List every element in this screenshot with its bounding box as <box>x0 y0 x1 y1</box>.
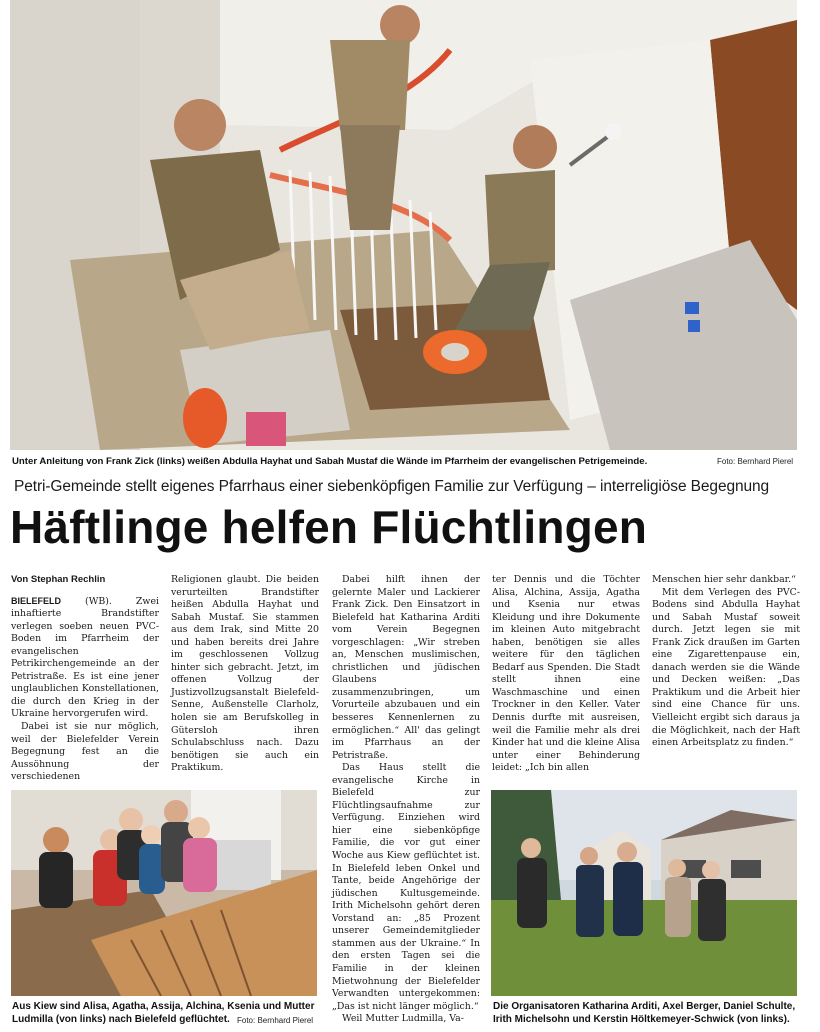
byline: Von Stephan Rechlin <box>11 574 106 585</box>
article-column-4 <box>492 574 640 775</box>
article-paragraph: Dabei hilft ihnen der gelernte Maler und Lackierer Frank Zick. Den Einsatzort in Bielefeld hat Katharina Arditi vom Verein Begegnen vorgeschlagen: „Wir streben an, Menschen muslimischen, christlichen und jüdischen Glaubens zusammenzubringen, um Vorurteile abzubauen und ein besseres Kennenlernen zu ermöglichen.“ All' das gelingt im Pfarrhaus an der Petristraße. <box>332 574 480 761</box>
right-photo-caption: Die Organisatoren Katharina Arditi, Axel Berger, Daniel Schulte, Irith Michelsohn und Kerstin Höltkemeyer-Schwick (von links). <box>493 1001 796 1025</box>
dateline-source: (WB). <box>61 595 112 607</box>
left-photo-caption: Aus Kiew sind Alisa, Agatha, Assija, Alchina, Ksenia und Mutter Ludmilla (von links) nach Bielefeld geflüchtet. <box>12 1001 315 1025</box>
article-paragraph: Religionen glaubt. Die beiden verurteilten Brandstifter heißen Abdulla Hayhat und Sabah Mustaf. Sie stammen aus dem Irak, sind Mitte 20 und haben bereits drei Jahre im geschlossenen Vollzug hinter sich gebracht. Jetzt, im offenen Vollzug der Justizvollzugsanstalt Bielefeld-Senne, Außenstelle Clarholz, holen sie am Berufskolleg in Gütersloh ihren Schulabschluss nach. Dazu benötigen sie auch ein Praktikum. <box>171 574 319 774</box>
left-photo <box>11 790 317 996</box>
article-paragraph: Menschen hier sehr dankbar.“ <box>652 574 796 585</box>
top-photo-credit: Foto: Bernhard Pierel <box>717 457 794 466</box>
kicker-subtitle: Petri-Gemeinde stellt eigenes Pfarrhaus einer siebenköpfigen Familie zur Verfügung – interreligiöse Begegnung <box>14 478 770 495</box>
right-photo <box>491 790 797 996</box>
article-paragraph: ter Dennis und die Töchter Alisa, Alchina, Assija, Agatha und Ksenia nur etwas Kleidung und ihre Dokumente im kleinen Auto mitgebracht haben, benötigen sie alles weitere für den täglichen Bedarf aus Spenden. Die Stadt stellt ihnen eine Waschmaschine und einen Trockner in den Keller. Vater Dennis durfte mit ausreisen, weil die Familie mehr als drei Kinder hat und die kleine Alisa unter einer Behinderung leidet: „Ich bin allen <box>492 574 640 774</box>
article-paragraph: Mit dem Verlegen des PVC-Bodens sind Abdulla Hayhat und Sabah Mustaf soweit durch. Jetzt legen sie mit Frank Zick draußen im Garten eine Zigarettenpause ein, danach werden sie die Wände und Decken weißen: „Das Praktikum und die Arbeit hier sind eine Chance für uns. Vielleicht ergibt sich daraus ja die Möglichkeit, nach der Haft einen Arbeitsplatz zu finden.“ <box>652 586 800 749</box>
article-paragraph: BIELEFELD (WB). Zwei inhaftierte Brandstifter verlegen soeben neuen PVC-Boden im Pfarrheim der evangelischen Petrikirchengemeinde an der Petristraße. Es ist eine jener unglaublichen Konstellationen, die durch den Krieg in der Ukraine hervorgerufen wird. <box>11 595 159 720</box>
article-paragraph: Weil Mutter Ludmilla, Va- <box>342 1013 464 1025</box>
article-paragraph: Dabei ist sie nur möglich, weil der Bielefelder Verein Begegnung fest an die Aussöhnung der verschiedenen <box>11 721 159 783</box>
left-photo-credit: Foto: Bernhard Pierel <box>237 1016 314 1025</box>
article-column-1 <box>11 574 159 784</box>
article-column-5 <box>652 574 800 750</box>
article-column-3 <box>332 574 480 1026</box>
top-photo-caption: Unter Anleitung von Frank Zick (links) weißen Abdulla Hayhat und Sabah Mustaf die Wände im Pfarrheim der evangelischen Petrigemeinde. <box>12 456 648 467</box>
article-column-2 <box>171 574 319 775</box>
article-paragraph: Das Haus stellt die evangelische Kirche in Bielefeld zur Flüchtlingsaufnahme zur Verfügung. Einziehen wird hier eine siebenköpfige Familie, die vor gut einer Woche aus Kiew geflüchtet ist. In Bielefeld leben Onkel und Tante, beide Angehörige der jüdischen Kultusgemeinde. Irith Michelsohn gehört deren Vorstand an: „85 Prozent unserer Gemeindemitglieder stammen aus der Ukraine.“ In den ersten Tagen sei die Familie in der kleinen Mietwohnung der Bielefelder Verwandten untergekommen: „Das ist nicht länger möglich.“ <box>332 762 480 1012</box>
headline: Häftlinge helfen Flüchtlingen <box>10 501 648 553</box>
dateline: BIELEFELD <box>11 595 62 606</box>
top-photo <box>10 0 797 450</box>
